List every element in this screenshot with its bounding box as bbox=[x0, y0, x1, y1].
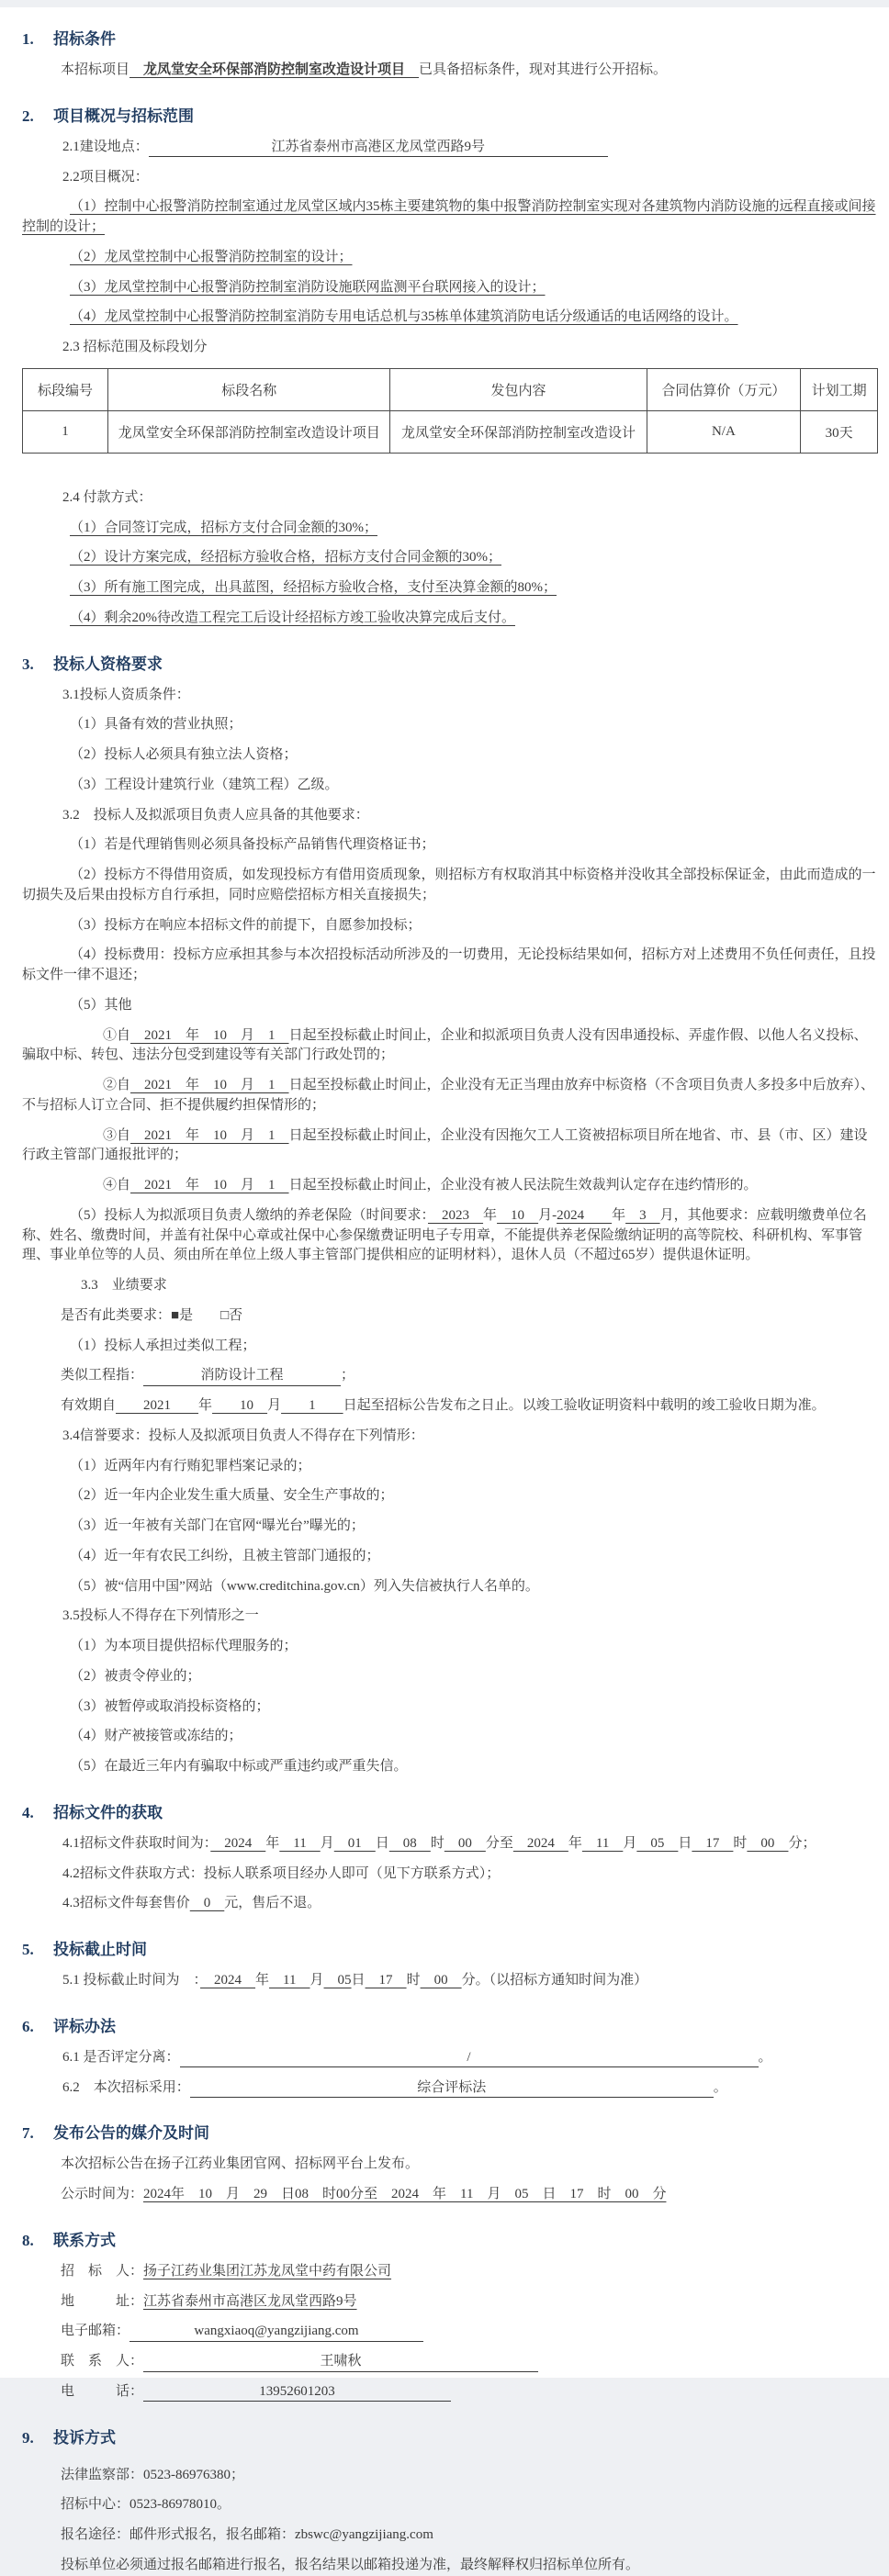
document-sheet bbox=[0, 7, 889, 2572]
paragraph bbox=[22, 1206, 877, 1266]
section-heading bbox=[22, 1799, 877, 1822]
text-run: 月 bbox=[320, 1835, 334, 1851]
text-run: 分； bbox=[788, 1835, 816, 1851]
text-run: （4）财产被接管或冻结的； bbox=[70, 1729, 242, 1744]
section-number: 6. bbox=[22, 2017, 34, 2035]
paragraph bbox=[22, 686, 877, 706]
text-run: （5）被“信用中国”网站（www.creditchina.gov.cn）列入失信被执行人名单的。 bbox=[70, 1578, 539, 1594]
paragraph bbox=[22, 1517, 877, 1537]
tenderer-address: 江苏省泰州市高港区龙凤堂西路9号 bbox=[143, 2293, 357, 2309]
table-cell: 1 bbox=[23, 410, 108, 453]
paragraph bbox=[22, 519, 877, 539]
text-run: 元，售后不退。 bbox=[224, 1896, 321, 1911]
text-run: （1）为本项目提供招标代理服务的； bbox=[70, 1639, 298, 1653]
paragraph bbox=[22, 2155, 877, 2175]
section-number: 2. bbox=[22, 106, 34, 125]
text-run: ①自 bbox=[103, 1027, 131, 1043]
text-run: ②自 bbox=[103, 1078, 131, 1092]
paragraph bbox=[22, 1577, 877, 1597]
text-run: 11 bbox=[279, 1835, 321, 1851]
text-run: 11 bbox=[581, 1835, 624, 1851]
text-run: （2）近一年内企业发生重大质量、安全生产事故的； bbox=[70, 1488, 394, 1504]
text-run: 已具备招标条件，现对其进行公开招标。 bbox=[419, 62, 668, 77]
paragraph bbox=[22, 1337, 877, 1357]
paragraph bbox=[22, 1076, 877, 1116]
text-run: 4.2招标文件获取方式：投标人联系项目经办人即可（见下方联系方式）； bbox=[62, 1865, 501, 1881]
paragraph bbox=[22, 2556, 877, 2576]
table-cell: 龙凤堂安全环保部消防控制室改造设计项目 bbox=[108, 410, 390, 453]
paragraph bbox=[22, 488, 877, 509]
section-number: 5. bbox=[22, 1941, 34, 1958]
text-run: 日起至投标截止时间止，企业和拟派项目负责人没有因串通投标、弄虚作假、以他人名义投标、骗取中标、转包、违法分包受到建设等有关部门行政处罚的； bbox=[22, 1027, 868, 1063]
text-run: （2）设计方案完成，经招标方验收合格，招标方支付合同金额的30%； bbox=[70, 550, 501, 566]
paragraph bbox=[22, 578, 877, 599]
paragraph bbox=[22, 1176, 877, 1196]
text-run: 4.3招标文件每套售价 bbox=[62, 1896, 190, 1911]
text-run: 6.1 是否评定分离： bbox=[62, 2049, 180, 2065]
text-run: 。 bbox=[758, 2049, 772, 2065]
text-run: 05 bbox=[636, 1835, 679, 1851]
text-run: 01 bbox=[333, 1835, 376, 1851]
text-run: （3）工程设计建筑行业（建筑工程）乙级。 bbox=[70, 777, 339, 792]
text-run: 2024 bbox=[512, 1835, 568, 1851]
text-run: （3）被暂停或取消投标资格的； bbox=[70, 1698, 270, 1714]
paragraph bbox=[22, 1396, 877, 1417]
text-run: 5.1 投标截止时间为 ： bbox=[62, 1973, 201, 1988]
registration-email: zbswc@yangzijiang.com bbox=[295, 2527, 433, 2542]
bid-sections-table bbox=[22, 368, 878, 454]
text-run: 分至 bbox=[485, 1835, 513, 1851]
paragraph bbox=[22, 866, 877, 906]
text-run: 00 bbox=[444, 1835, 486, 1851]
text-run: 0 bbox=[189, 1896, 225, 1911]
paragraph bbox=[22, 197, 877, 238]
text-run: （5）投标人为拟派项目负责人缴纳的养老保险（时间要求： bbox=[70, 1207, 429, 1223]
text-run: 05 bbox=[323, 1973, 352, 1988]
text-run: （3）近一年被有关部门在官网“曝光台”曝光的； bbox=[70, 1518, 365, 1533]
section-title: 评标办法 bbox=[53, 2017, 116, 2035]
paragraph bbox=[22, 2262, 877, 2282]
text-run: ； bbox=[341, 1368, 355, 1383]
paragraph bbox=[22, 338, 877, 358]
text-run: 00 bbox=[420, 1973, 462, 1988]
paragraph bbox=[22, 308, 877, 328]
section-heading bbox=[22, 26, 877, 49]
section-title: 发布公告的媒介及时间 bbox=[53, 2124, 209, 2143]
text-run: 。 bbox=[713, 2079, 727, 2095]
text-run: （2）被责令停业的； bbox=[70, 1668, 201, 1684]
paragraph bbox=[22, 1757, 877, 1777]
text-run: （1）具备有效的营业执照； bbox=[70, 717, 242, 733]
paragraph bbox=[22, 835, 877, 856]
text-run: 月 bbox=[267, 1398, 282, 1413]
text-run: 17 bbox=[692, 1835, 734, 1851]
text-run: 2021 年 10 月 1 bbox=[130, 1078, 289, 1092]
text-run: 6.2 本次招标采用： bbox=[62, 2079, 190, 2095]
text-run: 分。（以招标方通知时间为准） bbox=[461, 1973, 648, 1988]
text-run: （2）投标方不得借用资质，如发现投标方有借用资质现象，则招标方有权取消其中标资格并没收其全部投标保证金，由此而造成的一切损失及后果由投标方自行承担，同时应赔偿招标方相关直接损失； bbox=[22, 868, 876, 902]
paragraph bbox=[22, 2322, 877, 2342]
text-run: （5）其他 bbox=[70, 997, 132, 1013]
text-run: 月 bbox=[623, 1835, 637, 1851]
text-run: 3.4信誉要求：投标人及拟派项目负责人不得存在下列情形： bbox=[62, 1428, 424, 1443]
checkbox-yes-checked: ■ bbox=[171, 1307, 180, 1323]
text-run: 是否有此类要求： bbox=[61, 1307, 172, 1323]
text-run: ④自 bbox=[103, 1178, 131, 1193]
text-run: 2024 bbox=[210, 1835, 266, 1851]
paragraph bbox=[22, 1971, 877, 1991]
text-run: 2.4 付款方式： bbox=[62, 489, 152, 505]
paragraph bbox=[22, 1547, 877, 1567]
paragraph bbox=[22, 2078, 877, 2099]
text-run: 3.1投标人资质条件： bbox=[62, 687, 190, 702]
text-run: 本招标项目 bbox=[61, 62, 130, 77]
text-run: 00 bbox=[747, 1835, 789, 1851]
paragraph bbox=[22, 248, 877, 268]
paragraph bbox=[22, 1306, 877, 1327]
paragraph bbox=[22, 2466, 877, 2486]
paragraph bbox=[22, 2185, 877, 2205]
text-run: 2021 年 10 月 1 bbox=[130, 1127, 289, 1143]
text-run: （4）剩余20%待改造工程完工后设计经招标方竣工验收决算完成后支付。 bbox=[70, 610, 515, 625]
checkbox-no-empty: □ bbox=[220, 1307, 230, 1323]
text-run: 1 bbox=[281, 1398, 343, 1413]
text-run: （3）投标方在响应本招标文件的前提下，自愿参加投标； bbox=[70, 917, 422, 933]
text-run: 4.1招标文件获取时间为： bbox=[62, 1835, 211, 1851]
paragraph bbox=[22, 61, 877, 81]
text-run: （5）在最近三年内有骗取中标或严重违约或严重失信。 bbox=[70, 1759, 408, 1774]
text-run: 招 标 人： bbox=[61, 2263, 144, 2279]
text-run: 时 bbox=[406, 1973, 421, 1988]
section-number: 9. bbox=[22, 2428, 34, 2447]
paragraph bbox=[22, 1366, 877, 1386]
section-number: 1. bbox=[22, 30, 34, 48]
paragraph bbox=[22, 715, 877, 735]
text-run: 10 bbox=[497, 1207, 539, 1223]
section-title: 联系方式 bbox=[53, 2231, 116, 2249]
section-number: 8. bbox=[22, 2231, 34, 2249]
paragraph bbox=[22, 946, 877, 986]
text-run: 10 bbox=[212, 1398, 268, 1413]
paragraph bbox=[22, 278, 877, 298]
text-run: 2021 bbox=[116, 1398, 199, 1413]
text-run: 年 bbox=[483, 1207, 498, 1223]
contact-phone: 13952601203 bbox=[143, 2383, 451, 2402]
table-row bbox=[23, 410, 878, 453]
paragraph bbox=[22, 168, 877, 188]
paragraph bbox=[22, 806, 877, 826]
section-heading bbox=[22, 2120, 877, 2143]
paragraph bbox=[22, 1427, 877, 1447]
paragraph bbox=[22, 2352, 877, 2372]
text-run: 11 bbox=[269, 1973, 310, 1988]
table-header-row bbox=[23, 368, 878, 410]
section-heading bbox=[22, 103, 877, 126]
table-cell: N/A bbox=[647, 410, 801, 453]
text-run: （3）龙凤堂控制中心报警消防控制室消防设施联网监测平台联网接入的设计； bbox=[70, 279, 546, 295]
text-run: 联 系 人： bbox=[61, 2354, 144, 2369]
text-run: （4）投标费用：投标方应承担其参与本次招投标活动所涉及的一切费用，无论投标结果如何，招标方对上述费用不负任何责任，且投标文件一律不退还； bbox=[22, 947, 876, 982]
evaluation-method: 综合评标法 bbox=[190, 2079, 714, 2099]
text-run: 电子邮箱： bbox=[61, 2324, 130, 2339]
paragraph bbox=[22, 916, 877, 936]
section-number: 4. bbox=[22, 1803, 34, 1821]
text-run: 3.2 投标人及拟派项目负责人应具备的其他要求： bbox=[62, 807, 369, 823]
text-run: （1）控制中心报警消防控制室通过龙凤堂区域内35栋主要建筑物的集中报警消防控制室实现对各建筑物内消防设施的远程直接或间接控制的设计； bbox=[22, 199, 876, 234]
text-run: 月 bbox=[309, 1973, 324, 1988]
paragraph bbox=[22, 1126, 877, 1167]
text-run: 月- bbox=[538, 1207, 557, 1223]
section-heading bbox=[22, 1936, 877, 1959]
section-heading bbox=[22, 651, 877, 674]
text-run: 日 bbox=[375, 1835, 389, 1851]
paragraph bbox=[22, 776, 877, 796]
text-run: 有效期自 bbox=[61, 1398, 117, 1413]
text-run: （4）近一年有农民工纠纷，且被主管部门通报的； bbox=[70, 1548, 380, 1563]
text-run: 电 话： bbox=[61, 2383, 144, 2399]
paragraph bbox=[22, 996, 877, 1016]
table-cell: 30天 bbox=[801, 410, 878, 453]
text-run: 投标单位必须通过报名邮箱进行报名，报名结果以邮箱投递为准，最终解释权归招标单位所有。 bbox=[61, 2557, 640, 2572]
section-number: 7. bbox=[22, 2124, 34, 2143]
section-title: 投标截止时间 bbox=[53, 1941, 147, 1958]
text-run: 日 bbox=[678, 1835, 692, 1851]
text-run: 月，其他要求：应载明缴费单位名称、姓名、缴费时间，并盖有社保中心章或社保中心参保缴费证明电子专用章，不能提供养老保险缴纳证明的高等院校、科研机构、军事管理、事业单位等的人员、须由所在单位上级人事主管部门提供相应的证明材料），退休人员（不超过65岁）提供退休证明。 bbox=[22, 1207, 867, 1263]
paragraph bbox=[22, 2526, 877, 2546]
text-run: 3 bbox=[625, 1207, 660, 1223]
text-run: 年 bbox=[198, 1398, 213, 1413]
section-heading bbox=[22, 2013, 877, 2036]
paragraph bbox=[22, 138, 877, 158]
paragraph bbox=[22, 1486, 877, 1506]
text-run: 是 bbox=[179, 1307, 221, 1323]
section-number: 3. bbox=[22, 655, 34, 673]
text-run: （1）投标人承担过类似工程； bbox=[70, 1338, 256, 1353]
text-run: 3.3 业绩要求 bbox=[81, 1278, 167, 1293]
announcement-period: 2024年 10 月 29 日08 时00分至 2024 年 11 月 05 日 17 时 00 分 bbox=[143, 2187, 667, 2201]
text-run: 时 bbox=[430, 1835, 444, 1851]
section-title: 投诉方式 bbox=[53, 2428, 116, 2447]
text-run: （3）所有施工图完成，出具蓝图，经招标方验收合格，支付至决算金额的80%； bbox=[70, 580, 557, 595]
similar-project-type: 消防设计工程 bbox=[143, 1367, 341, 1386]
text-run: 2.1建设地点： bbox=[62, 139, 149, 154]
project-name: 龙凤堂安全环保部消防控制室改造设计项目 bbox=[129, 62, 420, 77]
column-header: 标段名称 bbox=[108, 368, 390, 410]
text-run: （1）若是代理销售则必须具备投标产品销售代理资格证书； bbox=[70, 837, 435, 853]
paragraph bbox=[22, 548, 877, 568]
column-header: 发包内容 bbox=[390, 368, 647, 410]
tender-center-phone: 招标中心：0523-86978010。 bbox=[61, 2497, 231, 2513]
text-run: 年 bbox=[255, 1973, 270, 1988]
text-run: 2021 年 10 月 1 bbox=[130, 1027, 289, 1043]
text-run: （1）近两年内有行贿犯罪档案记录的； bbox=[70, 1458, 311, 1473]
text-run: 08 bbox=[388, 1835, 431, 1851]
review-separation-value: / bbox=[180, 2049, 759, 2068]
text-run: 2.2项目概况： bbox=[62, 169, 149, 185]
section-title: 招标文件的获取 bbox=[53, 1803, 163, 1821]
text-run: 日起至招标公告发布之日止。以竣工验收证明资料中载明的竣工验收日期为准。 bbox=[343, 1398, 826, 1413]
paragraph bbox=[22, 2495, 877, 2515]
column-header: 标段编号 bbox=[23, 368, 108, 410]
text-run: （2）投标人必须具有独立法人资格； bbox=[70, 747, 298, 762]
paragraph bbox=[22, 1276, 877, 1296]
text-run: 日起至投标截止时间止，企业没有被人民法院生效裁判认定存在违约情形的。 bbox=[288, 1178, 758, 1193]
text-run: 日起至投标截止时间止，企业没有无正当理由放弃中标资格（不含项目负责人多投多中后放弃）、不与招标人订立合同、拒不提供履约担保情形的； bbox=[22, 1078, 875, 1113]
paragraph bbox=[22, 1865, 877, 1885]
text-run: 本次招标公告在扬子江药业集团官网、招标网平台上发布。 bbox=[61, 2156, 420, 2172]
text-run: （1）合同签订完成，招标方支付合同金额的30%； bbox=[70, 520, 377, 535]
paragraph bbox=[22, 1607, 877, 1627]
paragraph bbox=[22, 1697, 877, 1718]
text-run: 17 bbox=[365, 1973, 407, 1988]
paragraph bbox=[22, 1457, 877, 1477]
text-run: 报名途径：邮件形式报名，报名邮箱： bbox=[61, 2527, 296, 2542]
tenderer-name: 扬子江药业集团江苏龙凤堂中药有限公司 bbox=[143, 2263, 392, 2279]
column-header: 计划工期 bbox=[801, 368, 878, 410]
text-run: 时 bbox=[733, 1835, 748, 1851]
text-run: 日 bbox=[351, 1973, 366, 1988]
text-run: 公示时间为： bbox=[61, 2187, 144, 2201]
contact-email: wangxiaoq@yangzijiang.com bbox=[129, 2323, 423, 2342]
section-title: 项目概况与招标范围 bbox=[53, 106, 194, 125]
contact-person: 王啸秋 bbox=[143, 2353, 538, 2372]
text-run: 2024 bbox=[200, 1973, 256, 1988]
paragraph bbox=[22, 1727, 877, 1747]
text-run: 年 bbox=[568, 1835, 582, 1851]
text-run: ③自 bbox=[103, 1127, 131, 1143]
section-heading bbox=[22, 2227, 877, 2250]
paragraph bbox=[22, 1637, 877, 1657]
paragraph bbox=[22, 1667, 877, 1687]
section-title: 招标条件 bbox=[53, 30, 116, 48]
legal-supervision-phone: 法律监察部：0523-86976380； bbox=[61, 2467, 244, 2482]
table-cell: 龙凤堂安全环保部消防控制室改造设计 bbox=[390, 410, 647, 453]
section-heading bbox=[22, 2425, 877, 2447]
section-title: 投标人资格要求 bbox=[53, 655, 163, 673]
column-header: 合同估算价（万元） bbox=[647, 368, 801, 410]
text-run: 3.5投标人不得存在下列情形之一 bbox=[62, 1608, 259, 1624]
paragraph bbox=[22, 1026, 877, 1067]
text-run: 2021 年 10 月 1 bbox=[130, 1178, 289, 1193]
paragraph bbox=[22, 2292, 877, 2313]
paragraph bbox=[22, 1834, 877, 1854]
paragraph bbox=[22, 2048, 877, 2068]
paragraph bbox=[22, 2382, 877, 2402]
text-run: （2）龙凤堂控制中心报警消防控制室的设计； bbox=[70, 249, 353, 264]
construction-site: 江苏省泰州市高港区龙凤堂西路9号 bbox=[149, 139, 608, 158]
text-run: （4）龙凤堂控制中心报警消防控制室消防专用电话总机与35栋单体建筑消防电话分级通话的电话网络的设计。 bbox=[70, 309, 738, 325]
text-run: 地 址： bbox=[61, 2293, 144, 2309]
text-run: 年 bbox=[612, 1207, 626, 1223]
text-run: 日起至投标截止时间止，企业没有因拖欠工人工资被招标项目所在地省、市、县（市、区）建设行政主管部门通报批评的； bbox=[22, 1127, 868, 1163]
text-run: 2023 bbox=[428, 1207, 484, 1223]
text-run: 否 bbox=[229, 1307, 243, 1323]
paragraph bbox=[22, 745, 877, 766]
text-run: 类似工程指： bbox=[61, 1368, 144, 1383]
text-run: 2024 bbox=[557, 1207, 613, 1223]
text-run: 年 bbox=[265, 1835, 280, 1851]
paragraph bbox=[22, 609, 877, 629]
paragraph bbox=[22, 1894, 877, 1914]
text-run: 2.3 招标范围及标段划分 bbox=[62, 340, 208, 354]
